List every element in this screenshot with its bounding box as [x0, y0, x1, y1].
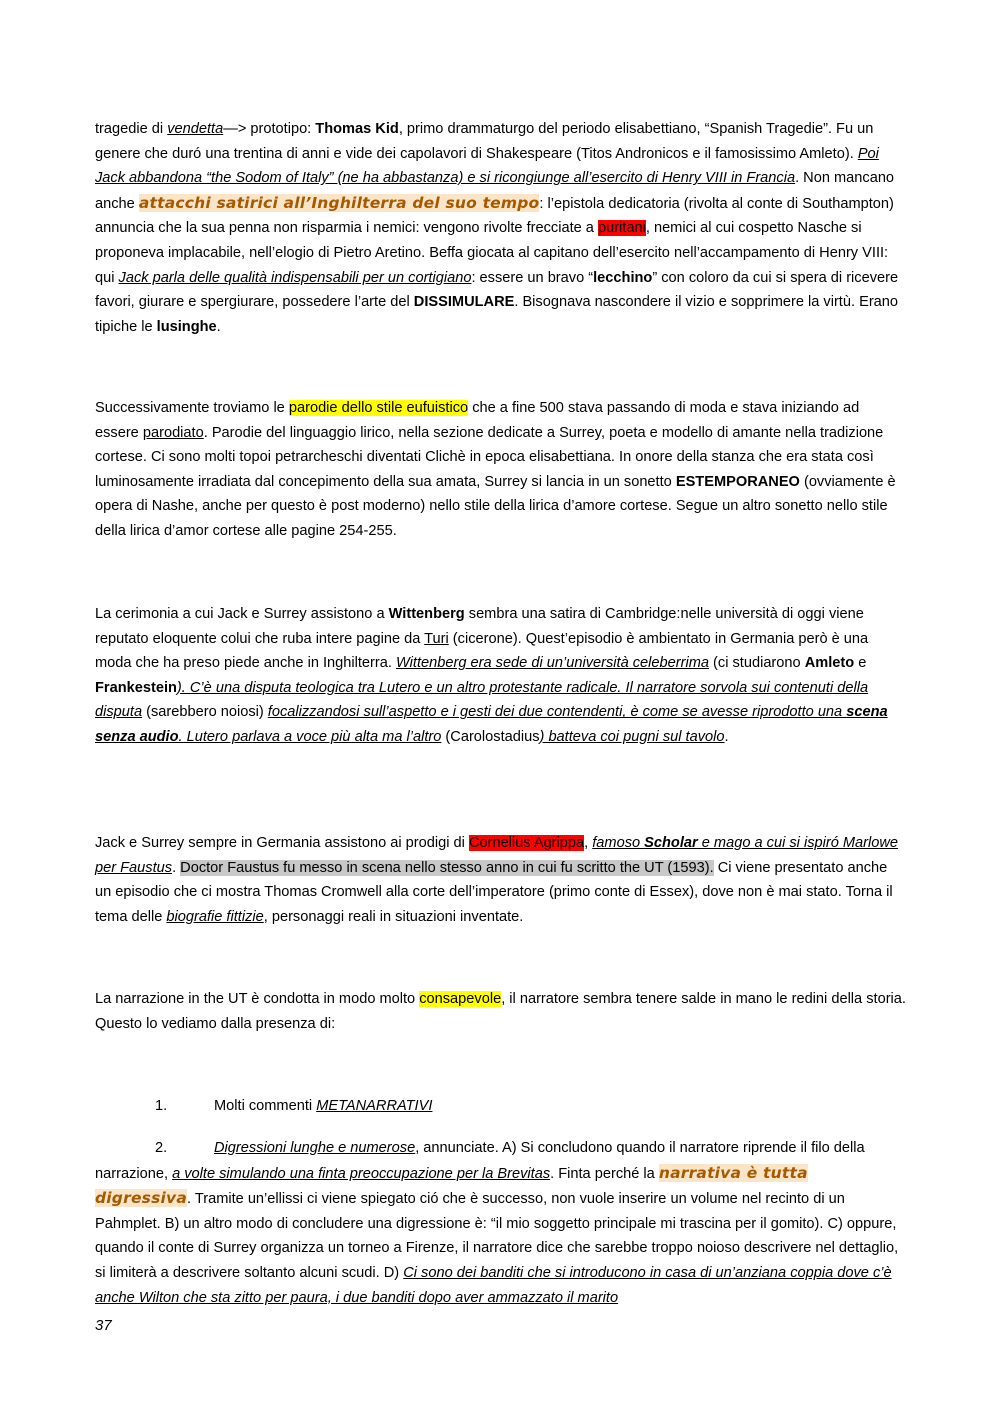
text-run: La cerimonia a cui Jack e Surrey assistono a: [95, 606, 389, 622]
underlined-italic-term: vendetta: [167, 121, 224, 137]
text-run: La narrazione in the UT è condotta in modo molto: [95, 991, 420, 1007]
text-run: e: [854, 655, 867, 672]
text-run: : essere un bravo “: [471, 269, 594, 286]
text-run: . Bisognava nascondere il vizio e sopprimere la virtù. Erano tipiche le: [95, 294, 899, 335]
red-highlight: puritani: [597, 220, 646, 237]
text-run: . Non mancano anche: [95, 170, 895, 212]
underlined-italic-sentence: a volte simulando una finta preoccupazione per la Brevitas: [172, 1165, 551, 1182]
underlined-italic-sentence: focalizzandosi sull’aspetto e i gesti dei due contendenti, è come se avesse riprodotto una: [267, 704, 847, 721]
yellow-highlight: parodie dello stile eufuistico: [288, 400, 469, 416]
text-run: (Carolostadius: [441, 728, 540, 745]
text-run: , personaggi reali in situazioni inventate.: [263, 908, 524, 925]
text-run: tragedie di: [95, 121, 168, 137]
bold-term: Frankestein: [95, 679, 177, 696]
text-run: (cicerone). Quest’episodio è ambientato in Germania però è una moda che ha preso piede anche in Inghilterra.: [95, 630, 869, 672]
bold-term: lusinghe: [156, 318, 217, 335]
underlined-italic-sentence: Poi Jack abbandona “the Sodom of Italy” (ne ha abbastanza) e si ricongiunge all’esercito di Henry VIII in Francia: [95, 145, 879, 187]
text-run: Successivamente troviamo le: [95, 400, 289, 416]
bold-underlined-term: scena senza audio: [95, 704, 888, 745]
bold-underlined-term: Scholar: [644, 835, 698, 851]
text-run: (ovviamente è opera di Nashe, anche per questo è post moderno) nello stile della lirica d’amore cortese. Segue un altro sonetto nello stile della lirica d’amor cortese alle pagine 254-255.: [95, 473, 896, 539]
text-run: —> prototipo:: [223, 121, 316, 137]
list-number: 1.: [155, 1098, 168, 1114]
page-number: 37: [95, 1317, 112, 1334]
text-run: ,: [584, 835, 593, 851]
bold-term: Thomas Kid: [315, 121, 399, 137]
underlined-italic-sentence: e mago a cui si ispiró Marlowe per Faustus: [95, 835, 899, 876]
text-run: .: [724, 728, 729, 745]
text-run: : l’epistola dedicatoria (rivolta al conte di Southampton) annuncia che la sua penna non risparmia i nemici: vengono rivolte frecciate a: [95, 195, 894, 237]
paragraph-narrazione: [95, 987, 907, 1036]
text-run: che a fine 500 stava passando di moda e stava iniziando ad essere: [95, 400, 860, 441]
bold-term: lecchino: [593, 269, 653, 286]
text-run: Jack e Surrey sempre in Germania assistono ai prodigi di: [95, 835, 469, 851]
text-run: .: [216, 318, 221, 335]
text-run: Molti commenti: [214, 1098, 317, 1114]
bold-term: ESTEMPORANEO: [675, 473, 800, 490]
emphasis-highlight: attacchi satirici all’Inghilterra del suo tempo: [138, 193, 540, 212]
underlined-italic-term: METANARRATIVI: [316, 1098, 433, 1114]
bold-term: Amleto: [804, 655, 855, 672]
paragraph-agrippa: [95, 831, 907, 929]
paragraph-tragedie: [95, 117, 907, 339]
underlined-term: Turi: [424, 630, 449, 647]
text-run: , il narratore sembra tenere salde in mano le redini della storia. Questo lo vediamo dalla presenza di:: [95, 991, 906, 1032]
underlined-term: parodiato: [142, 424, 204, 441]
paragraph-parodie: [95, 396, 907, 544]
text-run: . Parodie del linguaggio lirico, nella sezione dedicate a Surrey, poeta e modello di amante nella tradizione cortese. Ci sono molti topoi petrarcheschi diventati Clichè in epoca elisabettiana. In onore della stanza che era stata così luminosamente irradiata dal concepimento della sua amata, Surrey si lancia in un sonetto: [95, 424, 884, 490]
text-run: , annunciate. A) Si concludono quando il narratore riprende il filo della narrazione,: [95, 1140, 865, 1182]
underlined-italic-sentence: ). C’è una disputa teologica tra Lutero e un altro protestante radicale. Il narratore sorvola sui contenuti della disputa: [95, 679, 869, 721]
underlined-italic-sentence: ) batteva coi pugni sul tavolo: [539, 728, 725, 745]
underlined-italic-sentence: Ci sono dei banditi che si introducono in casa di un’anziana coppia dove c’è anche Wilton che sta zitto per paura, i due banditi dopo aver ammazzato il marito: [95, 1264, 892, 1306]
text-run: , nemici al cui cospetto Nasche si proponeva implacabile, nell’elogio di Pietro Aretino. Beffa giocata al capitano dell’esercito nell’accampamento di Henry VIII: qui: [95, 220, 889, 286]
text-run: ” con coloro da cui si spera di ricevere favori, giurare e spergiurare, possedere l’arte del: [95, 269, 899, 311]
underlined-italic-sentence: famoso: [592, 835, 645, 851]
underlined-italic-term: biografie fittizie: [166, 908, 264, 925]
gray-highlight: Doctor Faustus fu messo in scena nello stesso anno in cui fu scritto the UT (1593).: [180, 859, 714, 876]
red-highlight: Cornelius Agrippa: [468, 835, 585, 851]
text-run: , primo drammaturgo del periodo elisabettiano, “Spanish Tragedie”. Fu un genere che duró una trentina di anni e vide dei capolavori di Shakespeare (Titos Andronicos e il famosissimo Amleto).: [95, 121, 874, 162]
text-run: . Finta perché la: [550, 1165, 659, 1182]
bold-term: DISSIMULARE: [413, 294, 515, 311]
paragraph-wittenberg: [95, 602, 907, 750]
list-item-2: [95, 1136, 907, 1310]
text-run: sembra una satira di Cambridge:nelle università di oggi viene reputato eloquente colui che ruba intere pagine da: [95, 606, 864, 647]
text-run: (ci studiarono: [708, 655, 805, 672]
underlined-italic-sentence: . Lutero parlava a voce più alta ma l’altro: [178, 728, 442, 745]
emphasis-highlight: narrativa è tutta digressiva: [95, 1163, 808, 1208]
text-run: .: [172, 859, 181, 876]
yellow-highlight: consapevole: [419, 991, 502, 1007]
bold-term: Wittenberg: [388, 606, 465, 622]
underlined-italic-sentence: Wittenberg era sede di un’università celeberrima: [396, 655, 709, 672]
text-run: Ci viene presentato anche un episodio che ci mostra Thomas Cromwell alla corte dell’imperatore (primo conte di Essex), dove non è mai stato. Torna il tema delle: [95, 859, 893, 925]
text-run: . Tramite un’ellissi ci viene spiegato ció che è successo, non vuole inserire un volume nel recinto di un Pahmplet. B) un altro modo di concludere una digressione è: “il mio soggetto principale mi trascina per il gomito). C) oppure, quando il conte di Surrey organizza un torneo a Firenze, il narratore dice che sarebbe troppo noioso descrivere nel dettaglio, si limiterà a descrivere soltanto alcuni scudi. D): [95, 1191, 899, 1281]
text-run: (sarebbero noiosi): [142, 704, 268, 721]
underlined-italic-term: Digressioni lunghe e numerose: [214, 1140, 416, 1156]
list-number: 2.: [155, 1140, 168, 1156]
list-item-1: [95, 1094, 907, 1119]
underlined-italic-sentence: Jack parla delle qualità indispensabili per un cortigiano: [118, 269, 472, 286]
